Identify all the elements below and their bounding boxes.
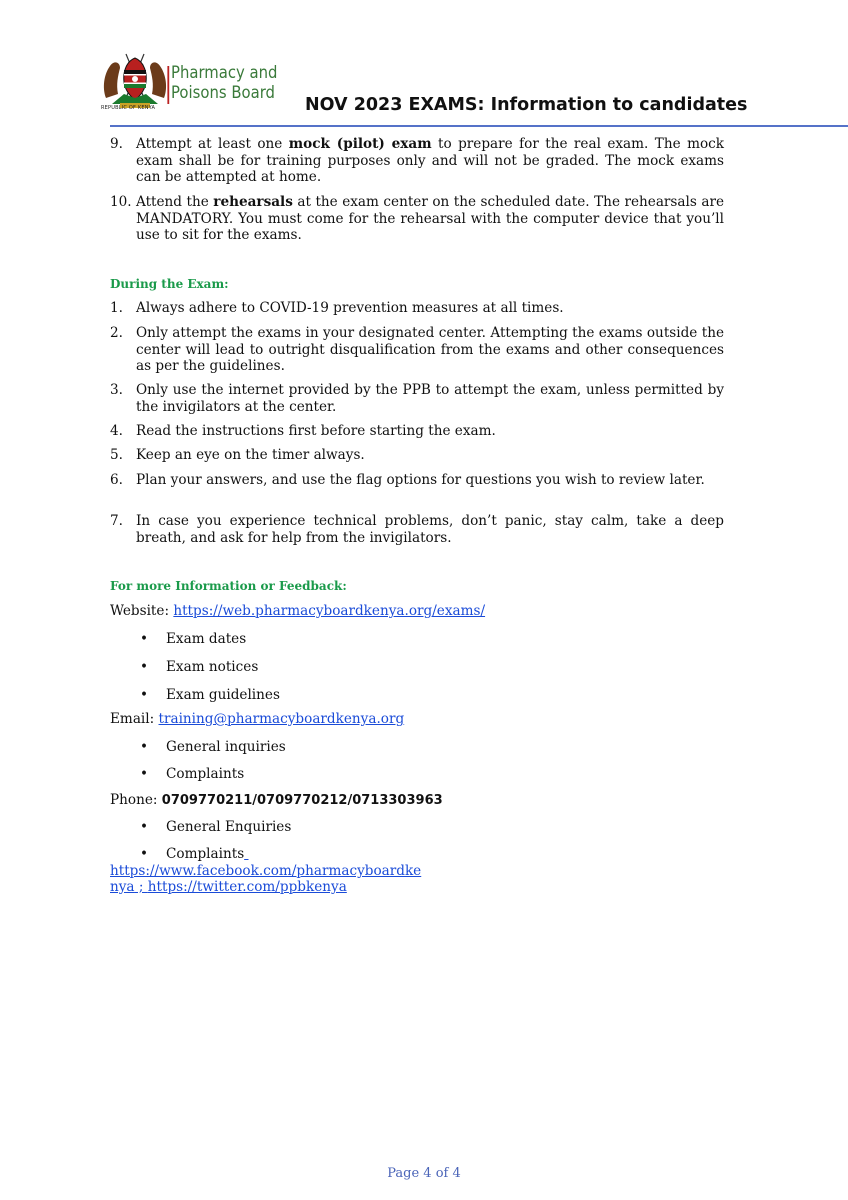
item-text: Attempt at least one mock (pilot) exam to prepare for the real exam. The mock exam shall be for training purposes only and will not be graded. The mock exams can be attempted at home. [136, 136, 724, 185]
list-item-10 [110, 194, 724, 244]
bullet-icon: • [140, 687, 149, 703]
list-item: 1. Always adhere to COVID-19 prevention measures at all times. [110, 300, 564, 316]
email-link[interactable]: training@pharmacyboardkenya.org [158, 711, 405, 727]
list-item: • Exam notices [140, 659, 259, 675]
facebook-line [110, 863, 421, 880]
list-item-9 [110, 136, 724, 186]
website-link[interactable]: https://web.pharmacyboardkenya.org/exams/ [173, 603, 486, 619]
list-item: 6. Plan your answers, and use the flag options for questions you wish to review later. [110, 472, 705, 488]
list-item: • Exam dates [140, 631, 247, 647]
list-item: 4. Read the instructions first before starting the exam. [110, 423, 496, 439]
link-separator: ; [134, 879, 148, 895]
list-item: 5. Keep an eye on the timer always. [110, 447, 365, 463]
bullet-icon: • [140, 846, 149, 862]
bullet-icon: • [140, 739, 149, 755]
org-name-line1: Pharmacy and [171, 63, 278, 82]
email-line [110, 711, 404, 728]
list-item: • General Enquiries [140, 819, 292, 835]
facebook-link[interactable]: https://www.facebook.com/pharmacyboardke [110, 863, 422, 879]
bullet-icon: • [140, 659, 149, 675]
list-item: • Complaints [140, 846, 245, 862]
list-item: • Complaints [140, 766, 245, 782]
email-label: Email: [110, 711, 159, 727]
list-item: • Exam guidelines [140, 687, 280, 703]
website-line [110, 603, 485, 620]
bullet-icon: • [140, 819, 149, 835]
list-item: • General inquiries [140, 739, 286, 755]
bullet-icon: • [140, 766, 149, 782]
emphasis: mock (pilot) exam [288, 136, 432, 152]
item-number: 10. [110, 194, 132, 210]
org-name-line2: Poisons Board [171, 83, 275, 102]
list-item: 3. Only use the internet provided by the PPB to attempt the exam, unless permitted by the invigilators at the center. [110, 382, 724, 415]
phone-label: Phone: [110, 792, 162, 808]
section-heading-during-exam: During the Exam: [110, 277, 229, 291]
section-heading-more-info: For more Information or Feedback: [110, 579, 347, 593]
item-number: 9. [110, 136, 123, 152]
emphasis: rehearsals [213, 194, 293, 210]
phone-number: 0709770211/0709770212/0713303963 [161, 793, 443, 808]
republic-caption: REPUBLIC OF KENYA [101, 105, 156, 111]
list-item: 2. Only attempt the exams in your designated center. Attempting the exams outside the center will lead to outright disqualification from the exams and other consequences as per the guidelines. [110, 325, 724, 374]
social-links-line [110, 879, 347, 896]
website-label: Website: [110, 603, 174, 619]
header-rule [110, 125, 848, 127]
item-text: Attend the rehearsals at the exam center on the scheduled date. The rehearsals are MANDATORY. You must come for the rehearsal with the computer device that you’ll use to sit for the exams. [136, 194, 724, 243]
org-name [171, 63, 277, 103]
document-title: NOV 2023 EXAMS: Information to candidates [305, 95, 748, 115]
page-number: Page 4 of 4 [387, 1166, 461, 1181]
twitter-link[interactable]: https://twitter.com/ppbkenya [147, 879, 347, 895]
phone-line [110, 792, 443, 810]
facebook-link-continued[interactable]: nya [110, 879, 135, 895]
bullet-icon: • [140, 631, 149, 647]
list-item: 7. In case you experience technical problems, don’t panic, stay calm, take a deep breath, and ask for help from the invigilators. [110, 513, 724, 546]
